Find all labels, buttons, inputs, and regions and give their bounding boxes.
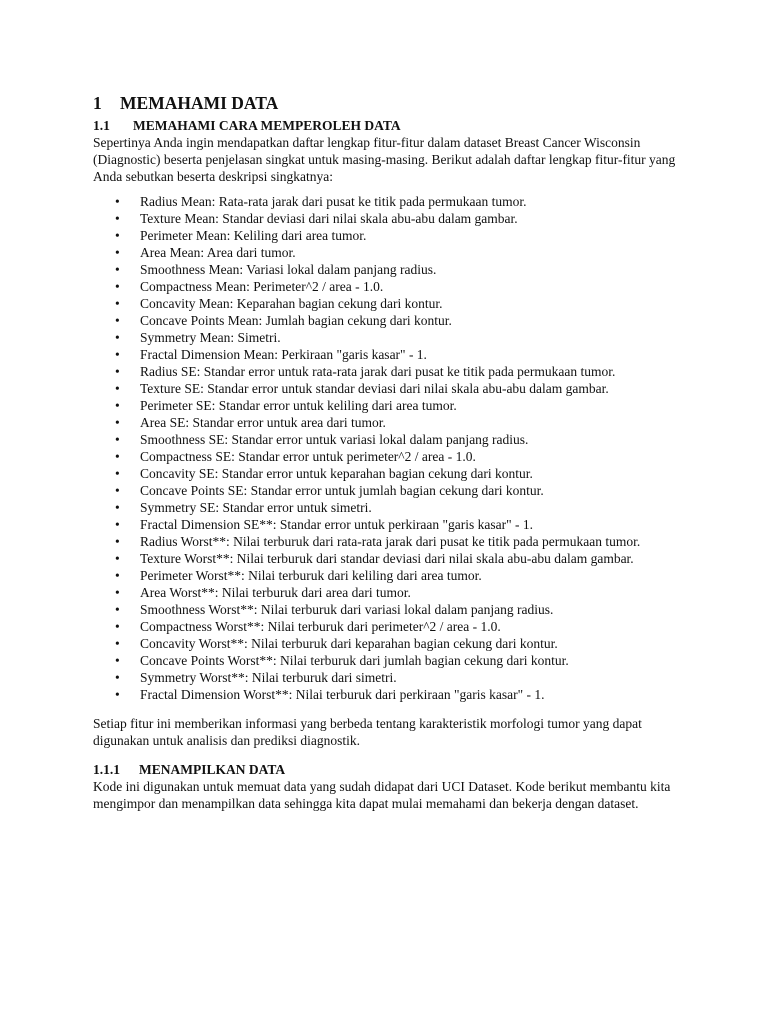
- feature-list-item: • Compactness Mean: Perimeter^2 / area - 1.0.: [93, 278, 683, 295]
- feature-list-item: • Smoothness Worst**: Nilai terburuk dari variasi lokal dalam panjang radius.: [93, 601, 683, 618]
- section-number: 1: [93, 93, 102, 113]
- subsection-title: MEMAHAMI CARA MEMPEROLEH DATA: [133, 118, 401, 133]
- feature-list-item: • Concave Points SE: Standar error untuk jumlah bagian cekung dari kontur.: [93, 482, 683, 499]
- subsubsection-title: MENAMPILKAN DATA: [139, 762, 286, 777]
- feature-list-item: • Area Worst**: Nilai terburuk dari area dari tumor.: [93, 584, 683, 601]
- feature-list-item: • Perimeter Worst**: Nilai terburuk dari keliling dari area tumor.: [93, 567, 683, 584]
- feature-list-item: • Compactness Worst**: Nilai terburuk dari perimeter^2 / area - 1.0.: [93, 618, 683, 635]
- feature-list-item: • Concavity SE: Standar error untuk keparahan bagian cekung dari kontur.: [93, 465, 683, 482]
- subsection-number: 1.1: [93, 118, 110, 133]
- feature-list: [93, 193, 683, 703]
- feature-list-item: • Fractal Dimension SE**: Standar error untuk perkiraan "garis kasar" - 1.: [93, 516, 683, 533]
- feature-list-item: • Texture SE: Standar error untuk standar deviasi dari nilai skala abu-abu dalam gambar.: [93, 380, 683, 397]
- section-title: MEMAHAMI DATA: [120, 93, 279, 113]
- feature-list-item: • Perimeter Mean: Keliling dari area tumor.: [93, 227, 683, 244]
- feature-list-item: • Compactness SE: Standar error untuk perimeter^2 / area - 1.0.: [93, 448, 683, 465]
- feature-list-item: • Texture Worst**: Nilai terburuk dari standar deviasi dari nilai skala abu-abu dalam gambar.: [93, 550, 683, 567]
- closing-paragraph: Kode ini digunakan untuk memuat data yang sudah didapat dari UCI Dataset. Kode berikut membantu kita mengimpor dan menampilkan data sehingga kita dapat mulai memahami dan bekerja dengan dataset.: [93, 779, 671, 811]
- subsection-heading: [93, 117, 683, 134]
- feature-list-item: • Concave Points Worst**: Nilai terburuk dari jumlah bagian cekung dari kontur.: [93, 652, 683, 669]
- feature-list-item: • Area SE: Standar error untuk area dari tumor.: [93, 414, 683, 431]
- document-page: [93, 92, 683, 812]
- feature-list-item: • Symmetry Mean: Simetri.: [93, 329, 683, 346]
- feature-list-item: • Symmetry Worst**: Nilai terburuk dari simetri.: [93, 669, 683, 686]
- feature-list-item: • Radius SE: Standar error untuk rata-rata jarak dari pusat ke titik pada permukaan tumor.: [93, 363, 683, 380]
- feature-list-item: • Smoothness SE: Standar error untuk variasi lokal dalam panjang radius.: [93, 431, 683, 448]
- feature-list-item: • Concave Points Mean: Jumlah bagian cekung dari kontur.: [93, 312, 683, 329]
- subsubsection-heading: [93, 761, 683, 778]
- feature-list-item: • Concavity Worst**: Nilai terburuk dari keparahan bagian cekung dari kontur.: [93, 635, 683, 652]
- feature-list-item: • Smoothness Mean: Variasi lokal dalam panjang radius.: [93, 261, 683, 278]
- intro-paragraph: Sepertinya Anda ingin mendapatkan daftar lengkap fitur-fitur dalam dataset Breast Cancer Wisconsin (Diagnostic) beserta penjelasan singkat untuk masing-masing. Berikut adalah daftar lengkap fitur-fitur yang Anda sebutkan beserta deskripsi singkatnya:: [93, 135, 676, 184]
- feature-list-item: • Area Mean: Area dari tumor.: [93, 244, 683, 261]
- subsubsection-number: 1.1.1: [93, 762, 120, 777]
- feature-list-item: • Perimeter SE: Standar error untuk keliling dari area tumor.: [93, 397, 683, 414]
- feature-list-item: • Symmetry SE: Standar error untuk simetri.: [93, 499, 683, 516]
- feature-list-item: • Radius Worst**: Nilai terburuk dari rata-rata jarak dari pusat ke titik pada permukaan tumor.: [93, 533, 683, 550]
- section-heading: [93, 92, 683, 114]
- feature-list-item: • Concavity Mean: Keparahan bagian cekung dari kontur.: [93, 295, 683, 312]
- feature-list-item: • Radius Mean: Rata-rata jarak dari pusat ke titik pada permukaan tumor.: [93, 193, 683, 210]
- feature-list-item: • Fractal Dimension Worst**: Nilai terburuk dari perkiraan "garis kasar" - 1.: [93, 686, 683, 703]
- feature-list-item: • Fractal Dimension Mean: Perkiraan "garis kasar" - 1.: [93, 346, 683, 363]
- feature-list-item: • Texture Mean: Standar deviasi dari nilai skala abu-abu dalam gambar.: [93, 210, 683, 227]
- summary-paragraph: Setiap fitur ini memberikan informasi yang berbeda tentang karakteristik morfologi tumor yang dapat digunakan untuk analisis dan prediksi diagnostik.: [93, 716, 642, 748]
